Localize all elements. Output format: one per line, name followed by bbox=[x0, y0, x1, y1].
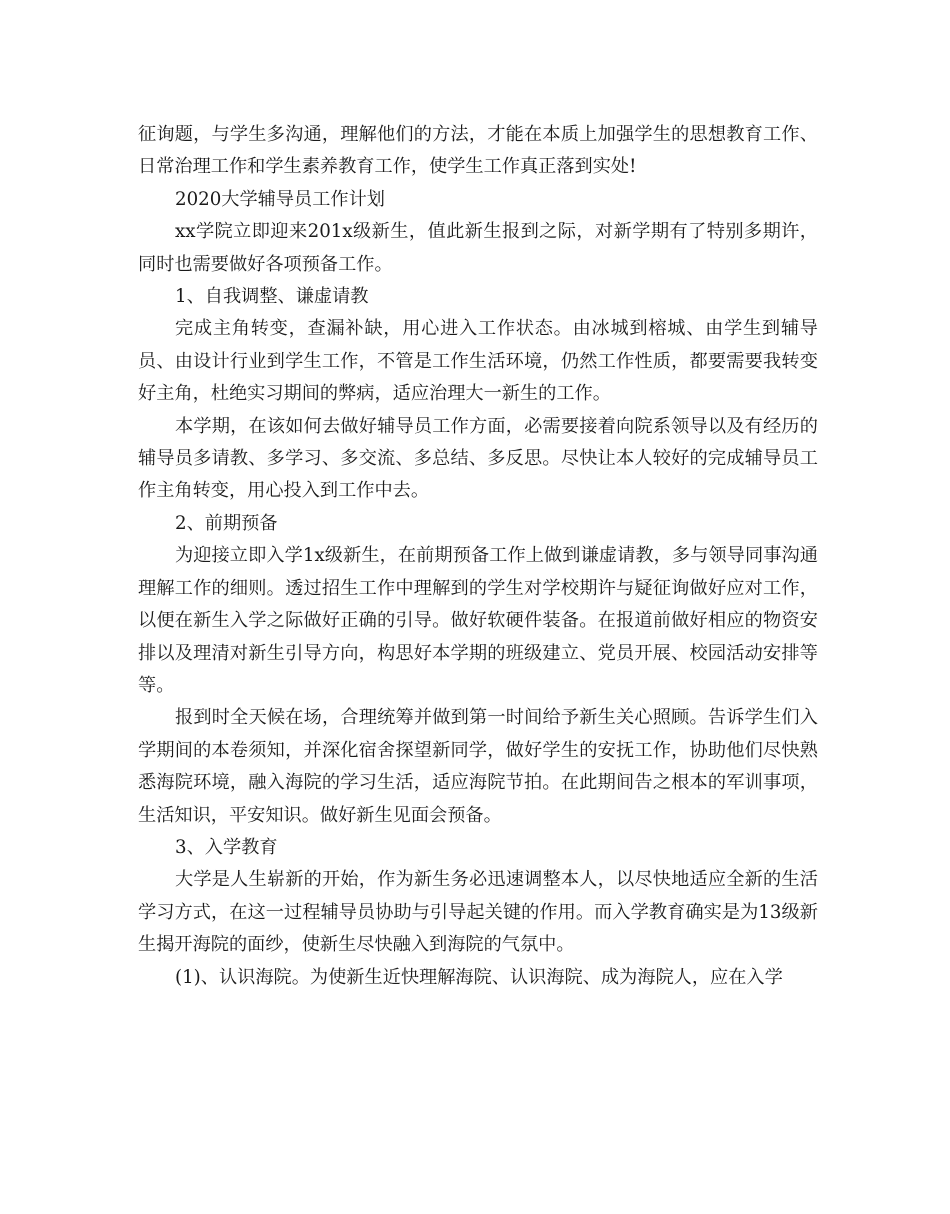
paragraph: 大学是人生崭新的开始，作为新生务必迅速调整本人，以尽快地适应全新的生活学习方式，在这一过程辅导员协助与引导起关键的作用。而入学教育确实是为13级新生揭开海院的面纱，使新生尽快融入到海院的气氛中。 bbox=[138, 869, 818, 956]
paragraph: 完成主角转变，查漏补缺，用心进入工作状态。由冰城到榕城、由学生到辅导员、由设计行业到学生工作，不管是工作生活环境，仍然工作性质，都要需要我转变好主角，杜绝实习期间的弊病，适应治理大一新生的工作。 bbox=[138, 318, 818, 405]
section-heading-2: 2、前期预备 bbox=[175, 512, 278, 534]
section-heading-1: 1、自我调整、谦虚请教 bbox=[175, 286, 369, 308]
paragraph-intro: xx学院立即迎来201x级新生，值此新生报到之际，对新学期有了特别多期许，同时也需要做好各项预备工作。 bbox=[138, 221, 818, 275]
paragraph-list-item: (1)、认识海院。为使新生近快理解海院、认识海院、成为海院人，应在入学 bbox=[175, 966, 783, 988]
paragraph: 本学期，在该如何去做好辅导员工作方面，必需要接着向院系领导以及有经历的辅导员多请教、多学习、多交流、多总结、多反思。尽快让本人较好的完成辅导员工作主角转变，用心投入到工作中去。 bbox=[138, 415, 818, 502]
document-page bbox=[138, 119, 818, 994]
section-heading-3: 3、入学教育 bbox=[175, 836, 278, 858]
paragraph: 报到时全天候在场，合理统筹并做到第一时间给予新生关心照顾。告诉学生们入学期间的本卷须知，并深化宿舍探望新同学，做好学生的安抚工作，协助他们尽快熟悉海院环境，融入海院的学习生活，适应海院节拍。在此期间告之根本的军训事项，生活知识，平安知识。做好新生见面会预备。 bbox=[138, 707, 818, 826]
document-title: 2020大学辅导员工作计划 bbox=[175, 188, 385, 210]
paragraph-continuation: 征询题，与学生多沟通，理解他们的方法，才能在本质上加强学生的思想教育工作、日常治理工作和学生素养教育工作，使学生工作真正落到实处! bbox=[138, 124, 818, 178]
paragraph: 为迎接立即入学1x级新生，在前期预备工作上做到谦虚请教，多与领导同事沟通理解工作的细则。透过招生工作中理解到的学生对学校期许与疑征询做好应对工作，以便在新生入学之际做好正确的引导。做好软硬件装备。在报道前做好相应的物资安排以及理清对新生引导方向，构思好本学期的班级建立、党员开展、校园活动安排等等。 bbox=[138, 545, 818, 696]
